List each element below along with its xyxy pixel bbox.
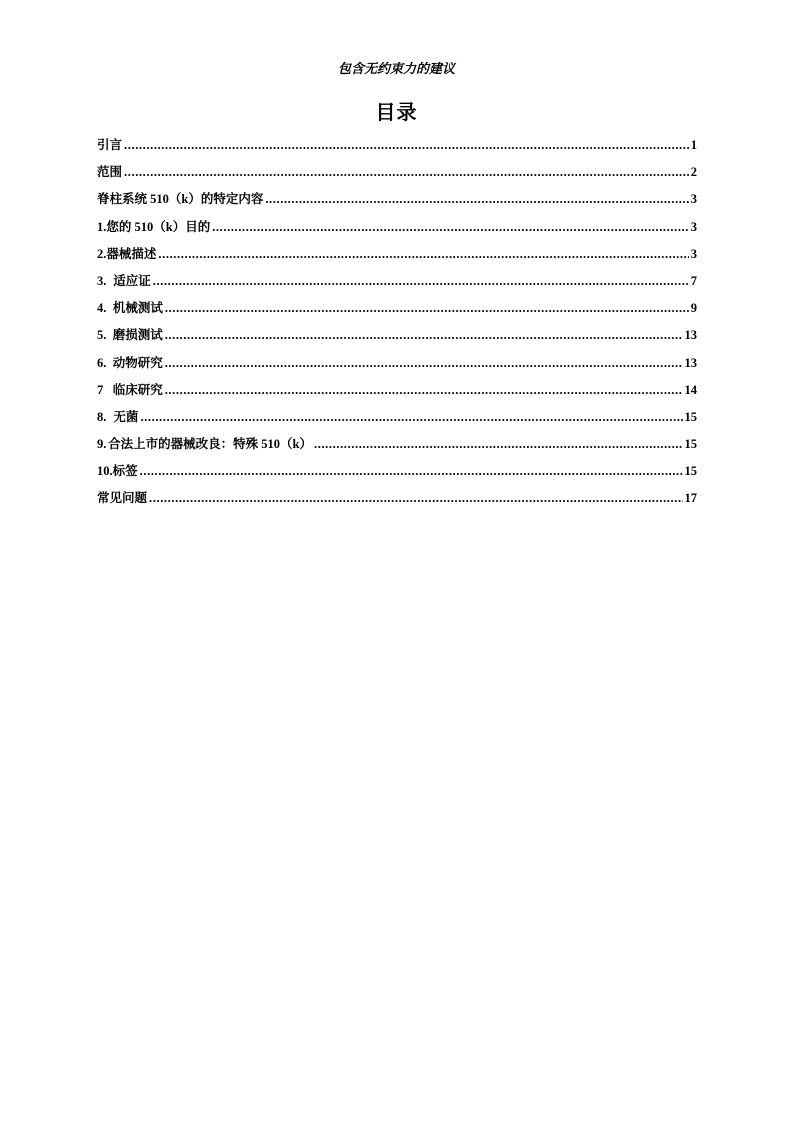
toc-entry-number: 9.: [97, 437, 107, 452]
toc-dot-leader: [265, 192, 688, 207]
toc-dot-leader: [212, 220, 689, 235]
toc-entry-number: 7: [97, 382, 104, 397]
toc-entry-page: 3: [690, 246, 697, 261]
toc-entry-label: 适应证: [113, 273, 151, 288]
toc-entry-label: 引言: [97, 138, 123, 152]
toc-dot-leader: [158, 247, 688, 262]
toc-dot-leader: [314, 437, 683, 452]
toc-dot-leader: [124, 138, 689, 153]
toc-entry-wear-testing[interactable]: [97, 325, 697, 352]
toc-entry-page: 1: [690, 138, 697, 152]
toc-dot-leader: [165, 328, 683, 343]
toc-entry-labeling[interactable]: [97, 461, 697, 488]
toc-entry-number: 6.: [97, 355, 107, 370]
toc-entry-animal-studies[interactable]: [97, 353, 697, 380]
toc-entry-label: 动物研究: [112, 355, 163, 370]
toc-entry-device-description[interactable]: [97, 244, 697, 271]
toc-entry-purpose[interactable]: [97, 217, 697, 244]
toc-entry-introduction[interactable]: [97, 135, 697, 162]
toc-entry-label: 10.标签: [97, 464, 138, 479]
toc-entry-number: 5.: [97, 328, 107, 343]
toc-dot-leader: [140, 464, 683, 479]
toc-entry-mechanical-testing[interactable]: [97, 298, 697, 325]
toc-entry-label: 脊柱系统 510（k）的特定内容: [97, 192, 264, 207]
toc-entry-spinal-specific[interactable]: [97, 189, 697, 216]
toc-entry-label: 2.器械描述: [97, 246, 157, 261]
toc-entry-page: 14: [684, 382, 697, 397]
toc-entry-label: 范围: [97, 165, 123, 180]
toc-entry-page: 15: [684, 409, 697, 424]
toc-entry-scope[interactable]: [97, 162, 697, 189]
toc-dot-leader: [149, 491, 682, 506]
toc-entry-number: 8.: [97, 409, 107, 424]
toc-entry-page: 9: [690, 301, 697, 316]
toc-title: 目录: [375, 102, 418, 124]
toc-entry-page: 3: [690, 219, 697, 234]
toc-entry-page: 13: [684, 328, 697, 343]
toc-entry-label: 临床研究: [112, 382, 163, 397]
toc-dot-leader: [124, 165, 689, 180]
toc-entry-page: 7: [690, 273, 697, 288]
toc-entry-number: 3.: [97, 273, 107, 288]
toc-entry-page: 15: [684, 437, 697, 452]
toc-dot-leader: [165, 356, 683, 371]
toc-entry-label: 常见问题: [97, 491, 148, 506]
toc-entry-label: 机械测试: [112, 301, 163, 316]
toc-entry-label: 无菌: [113, 409, 139, 424]
toc-entry-page: 3: [690, 192, 697, 207]
toc-entry-label: 合法上市的器械改良：特殊 510（k）: [108, 437, 312, 452]
toc-entry-indications[interactable]: [97, 271, 697, 298]
toc-entry-page: 13: [684, 355, 697, 370]
toc-entry-faq[interactable]: [97, 488, 697, 515]
toc-entry-page: 2: [690, 165, 697, 180]
running-header: 包含无约束力的建议: [337, 61, 455, 76]
toc-dot-leader: [165, 383, 683, 398]
toc-entry-clinical-studies[interactable]: [97, 380, 697, 407]
toc-entry-label: 磨损测试: [112, 328, 163, 343]
toc-entry-sterility[interactable]: [97, 407, 697, 434]
toc-entry-special-510k[interactable]: [97, 434, 697, 461]
toc-entry-page: 15: [684, 464, 697, 479]
toc-entry-page: 17: [684, 491, 697, 506]
toc-dot-leader: [153, 274, 689, 289]
toc-dot-leader: [165, 301, 689, 316]
toc-entry-label: 1.您的 510（k）目的: [97, 219, 211, 234]
toc-entry-number: 4.: [97, 301, 107, 316]
table-of-contents: [97, 135, 697, 516]
toc-dot-leader: [140, 410, 682, 425]
